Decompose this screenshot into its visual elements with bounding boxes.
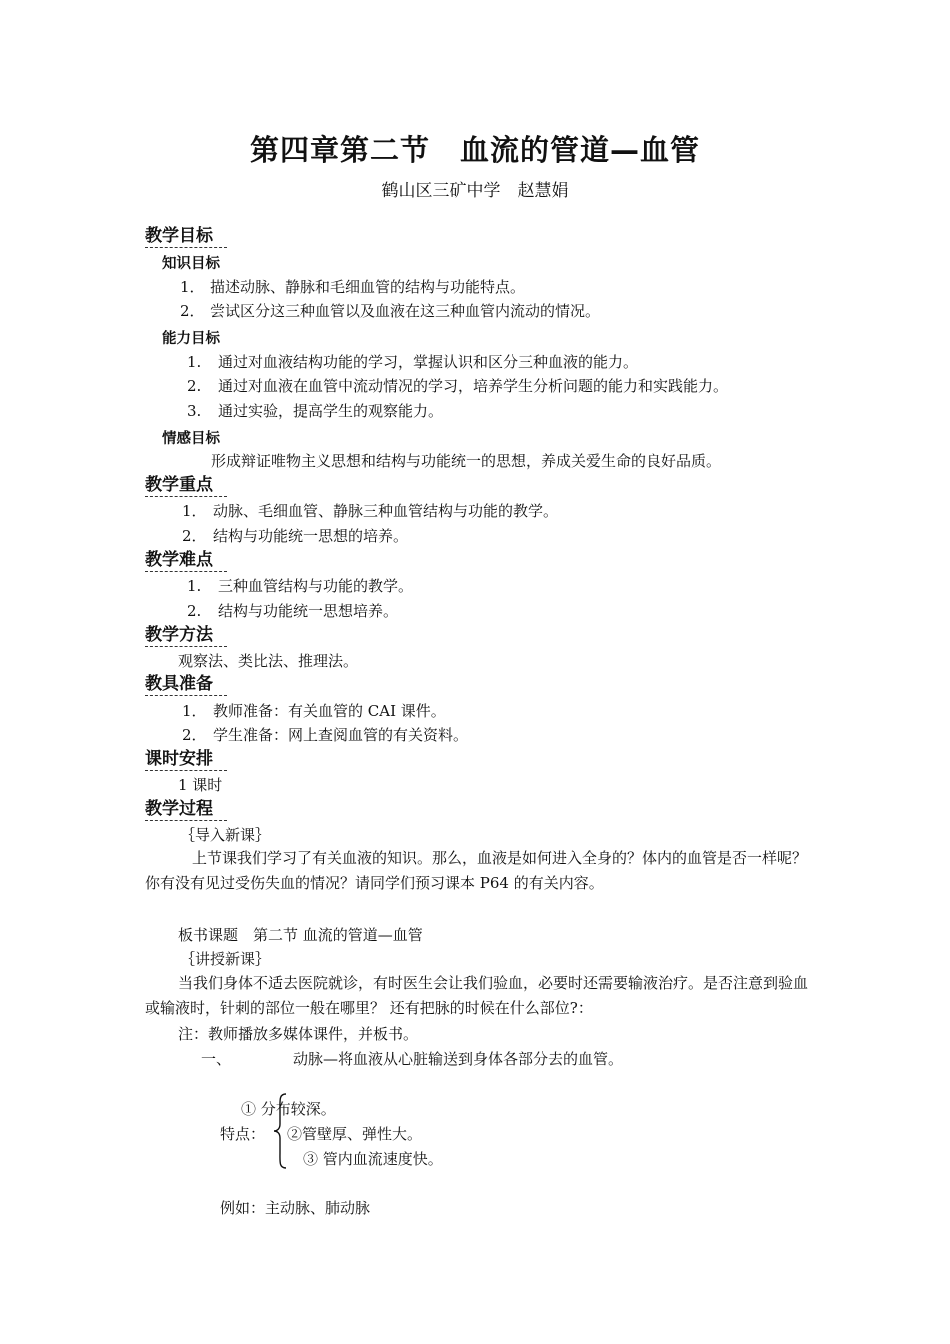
artery-number: 一、 bbox=[201, 1050, 232, 1068]
list-item bbox=[187, 375, 728, 396]
section-heading-tools: 教具准备 bbox=[145, 673, 227, 696]
emotion-text: 形成辩证唯物主义思想和结构与功能统一的思想，养成关爱生命的良好品质。 bbox=[211, 452, 722, 470]
section-heading-schedule: 课时安排 bbox=[145, 748, 227, 771]
list-item bbox=[187, 600, 398, 621]
section-heading-key-points: 教学重点 bbox=[145, 474, 227, 497]
list-number: 1． bbox=[182, 502, 207, 520]
list-item bbox=[187, 400, 443, 421]
intro-label: ｛导入新课｝ bbox=[180, 826, 271, 844]
list-item bbox=[182, 500, 558, 521]
curly-brace-icon bbox=[272, 1092, 288, 1170]
list-text: 通过对血液在血管中流动情况的学习，培养学生分析问题的能力和实践能力。 bbox=[218, 377, 729, 395]
list-item bbox=[180, 300, 600, 321]
artery-definition: 动脉—将血液从心脏输送到身体各部分去的血管。 bbox=[293, 1050, 624, 1068]
lecture-label: ｛讲授新课｝ bbox=[180, 950, 271, 968]
list-number: 2． bbox=[180, 302, 205, 320]
list-number: 3. bbox=[187, 402, 202, 420]
example-text: 例如：主动脉、肺动脉 bbox=[220, 1199, 371, 1217]
list-item bbox=[187, 575, 413, 596]
list-number: 1. bbox=[187, 577, 202, 595]
lecture-paragraph: 当我们身体不适去医院就诊，有时医生会让我们验血，必要时还需要输液治疗。是否注意到验血或输液时，针刺的部位一般在哪里？ 还有把脉的时候在什么部位?： bbox=[145, 974, 809, 1017]
list-number: 1. bbox=[187, 353, 202, 371]
feature-item: ②管壁厚、弹性大。 bbox=[287, 1125, 423, 1143]
page-title: 第四章第二节 血流的管道—血管 bbox=[249, 133, 700, 167]
list-item bbox=[182, 525, 408, 546]
list-number: 1． bbox=[182, 702, 207, 720]
list-item bbox=[182, 724, 468, 745]
subheading-knowledge: 知识目标 bbox=[162, 256, 220, 272]
section-heading-goals: 教学目标 bbox=[145, 225, 227, 248]
teacher-note: 注：教师播放多媒体课件，并板书。 bbox=[178, 1025, 419, 1043]
list-number: 2． bbox=[182, 726, 207, 744]
list-text: 教师准备：有关血管的 CAI 课件。 bbox=[213, 702, 446, 720]
section-heading-difficulties: 教学难点 bbox=[145, 549, 227, 572]
list-number: 2. bbox=[187, 602, 202, 620]
list-text: 三种血管结构与功能的教学。 bbox=[218, 577, 414, 595]
feature-item: ③ 管内血流速度快。 bbox=[303, 1150, 443, 1168]
list-item bbox=[187, 351, 638, 372]
list-text: 描述动脉、静脉和毛细血管的结构与功能特点。 bbox=[210, 278, 526, 296]
list-number: 1． bbox=[180, 278, 205, 296]
feature-label: 特点： bbox=[220, 1125, 266, 1143]
list-text: 通过对血液结构功能的学习，掌握认识和区分三种血液的能力。 bbox=[218, 353, 639, 371]
list-text: 结构与功能统一思想的培养。 bbox=[213, 527, 409, 545]
list-number: 2． bbox=[182, 527, 207, 545]
list-item bbox=[180, 276, 525, 297]
list-number: 2. bbox=[187, 377, 202, 395]
list-text: 学生准备：网上查阅血管的有关资料。 bbox=[213, 726, 469, 744]
feature-item: ① 分布较深。 bbox=[241, 1100, 336, 1118]
methods-text: 观察法、类比法、推理法。 bbox=[178, 652, 359, 670]
section-heading-process: 教学过程 bbox=[145, 798, 227, 821]
subheading-ability: 能力目标 bbox=[162, 331, 220, 347]
section-heading-methods: 教学方法 bbox=[145, 624, 227, 647]
subheading-emotion: 情感目标 bbox=[162, 431, 220, 447]
list-text: 结构与功能统一思想培养。 bbox=[218, 602, 399, 620]
author-line: 鹤山区三矿中学 赵慧娟 bbox=[381, 181, 569, 201]
schedule-text: 1 课时 bbox=[178, 776, 223, 794]
list-text: 动脉、毛细血管、静脉三种血管结构与功能的教学。 bbox=[213, 502, 559, 520]
list-item bbox=[182, 700, 446, 721]
list-text: 通过实验，提高学生的观察能力。 bbox=[218, 402, 444, 420]
board-title: 板书课题 第二节 血流的管道—血管 bbox=[178, 926, 423, 944]
intro-paragraph: 上节课我们学习了有关血液的知识。那么，血液是如何进入全身的？体内的血管是否一样呢？你有没有见过受伤失血的情况？请同学们预习课本 P64 的有关内容。 bbox=[145, 849, 808, 892]
list-text: 尝试区分这三种血管以及血液在这三种血管内流动的情况。 bbox=[210, 302, 601, 320]
